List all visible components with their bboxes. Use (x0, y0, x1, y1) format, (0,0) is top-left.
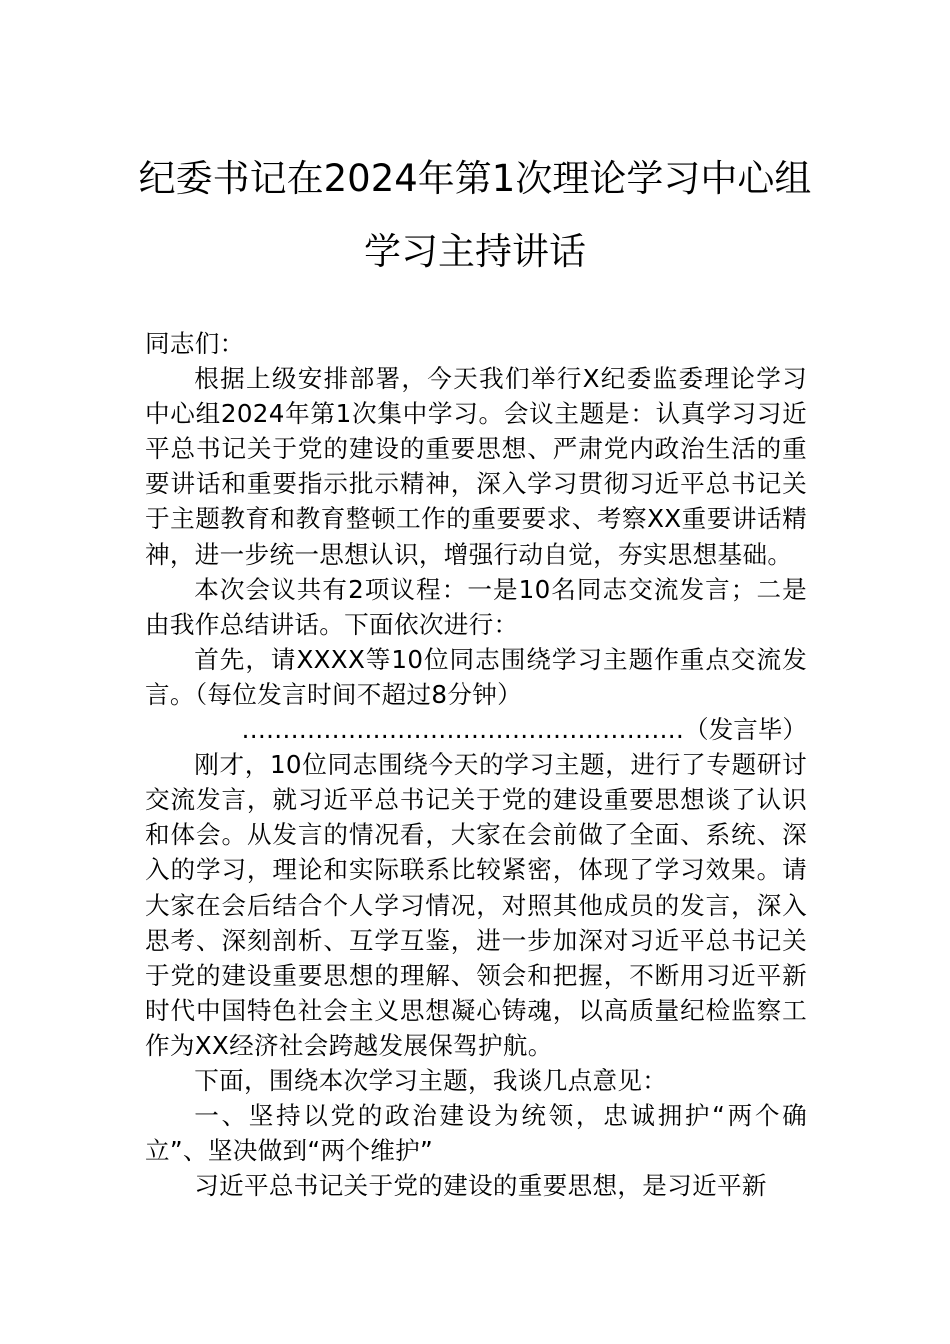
speech-end-marker: ………………………………………………（发言毕） (241, 715, 807, 745)
paragraph-summary: 刚才，10位同志围绕今天的学习主题，进行了专题研讨交流发言，就习近平总书记关于党的建设重要思想谈了认识和体会。从发言的情况看，大家在会前做了全面、系统、深入的学习，理论和实际联系比较紧密，体现了学习效果。请大家在会后结合个人学习情况，对照其他成员的发言，深入思考、深刻剖析、互学互鉴，进一步加深对习近平总书记关于党的建设重要思想的理解、领会和把握，不断用习近平新时代中国特色社会主义思想凝心铸魂，以高质量纪检监察工作为XX经济社会跨越发展保驾护航。 (145, 750, 807, 1060)
document-body (145, 326, 807, 1203)
paragraph-section-1: 习近平总书记关于党的建设的重要思想，是习近平新 (194, 1171, 767, 1201)
paragraph-agenda: 本次会议共有2项议程：一是10名同志交流发言；二是由我作总结讲话。下面依次进行： (145, 574, 807, 639)
salutation: 同志们： (145, 329, 245, 358)
title-line-1: 纪委书记在2024年第1次理论学习中心组 (138, 157, 812, 200)
paragraph-transition: 下面，围绕本次学习主题，我谈几点意见： (194, 1065, 668, 1095)
paragraph-first-step: 首先，请XXXX等10位同志围绕学习主题作重点交流发言。（每位发言时间不超过8分钟） (145, 644, 807, 709)
document-title (0, 157, 950, 273)
section-heading-1: 一、坚持以党的政治建设为统领，忠诚拥护“两个确立”、坚决做到“两个维护” (145, 1101, 807, 1166)
paragraph-intro: 根据上级安排部署，今天我们举行X纪委监委理论学习中心组2024年第1次集中学习。会议主题是：认真学习习近平总书记关于党的建设的重要思想、严肃党内政治生活的重要讲话和重要指示批示精神，深入学习贯彻习近平总书记关于主题教育和教育整顿工作的重要要求、考察XX重要讲话精神，进一步统一思想认识，增强行动自觉，夯实思想基础。 (145, 364, 807, 569)
title-line-2: 学习主持讲话 (364, 230, 586, 273)
